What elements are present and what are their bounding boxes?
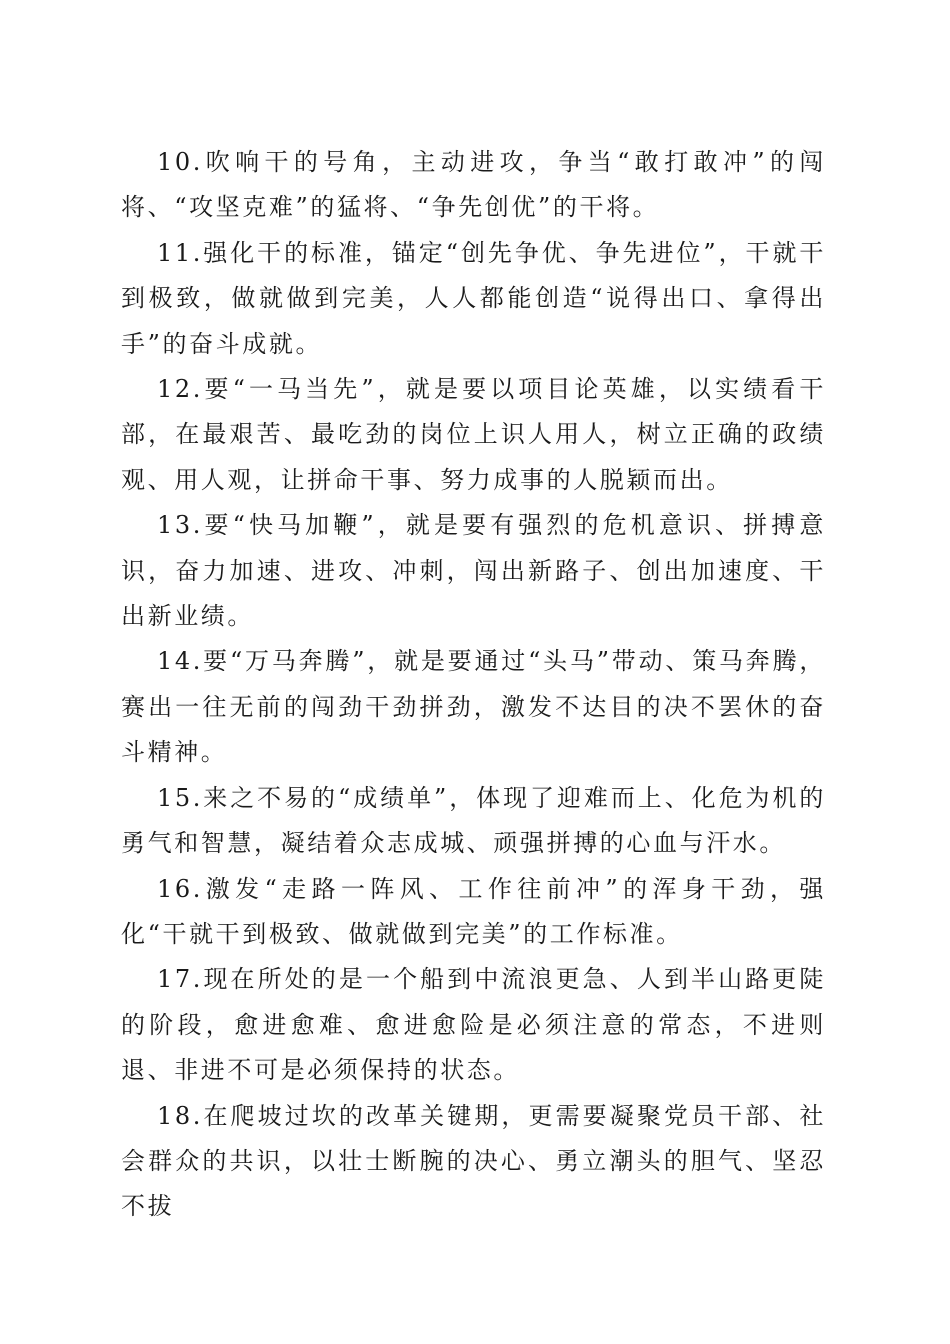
paragraph-11: 11.强化干的标准，锚定“创先争优、争先进位”，干就干到极致，做就做到完美，人人都能创造“说得出口、拿得出手”的奋斗成就。 <box>121 238 826 358</box>
paragraph-18: 18.在爬坡过坎的改革关键期，更需要凝聚党员干部、社会群众的共识，以壮士断腕的决心、勇立潮头的胆气、坚忍不拔 <box>121 1101 826 1221</box>
paragraph-13: 13.要“快马加鞭”，就是要有强烈的危机意识、拼搏意识，奋力加速、进攻、冲刺，闯出新路子、创出加速度、干出新业绩。 <box>121 511 826 631</box>
paragraph-10: 10.吹响干的号角，主动进攻，争当“敢打敢冲”的闯将、“攻坚克难”的猛将、“争先创优”的干将。 <box>121 148 826 222</box>
paragraph-15: 15.来之不易的“成绩单”，体现了迎难而上、化危为机的勇气和智慧，凝结着众志成城、顽强拼搏的心血与汗水。 <box>121 783 826 858</box>
paragraph-14: 14.要“万马奔腾”，就是要通过“头马”带动、策马奔腾，赛出一往无前的闯劲干劲拼劲，激发不达目的决不罢休的奋斗精神。 <box>121 647 826 767</box>
paragraph-16: 16.激发“走路一阵风、工作往前冲”的浑身干劲，强化“干就干到极致、做就做到完美”的工作标准。 <box>121 874 826 948</box>
paragraph-12: 12.要“一马当先”，就是要以项目论英雄，以实绩看干部，在最艰苦、最吃劲的岗位上识人用人，树立正确的政绩观、用人观，让拼命干事、努力成事的人脱颖而出。 <box>121 375 826 494</box>
paragraph-17: 17.现在所处的是一个船到中流浪更急、人到半山路更陡的阶段，愈进愈难、愈进愈险是必须注意的常态，不进则退、非进不可是必须保持的状态。 <box>121 965 826 1085</box>
document-body <box>121 140 826 1230</box>
